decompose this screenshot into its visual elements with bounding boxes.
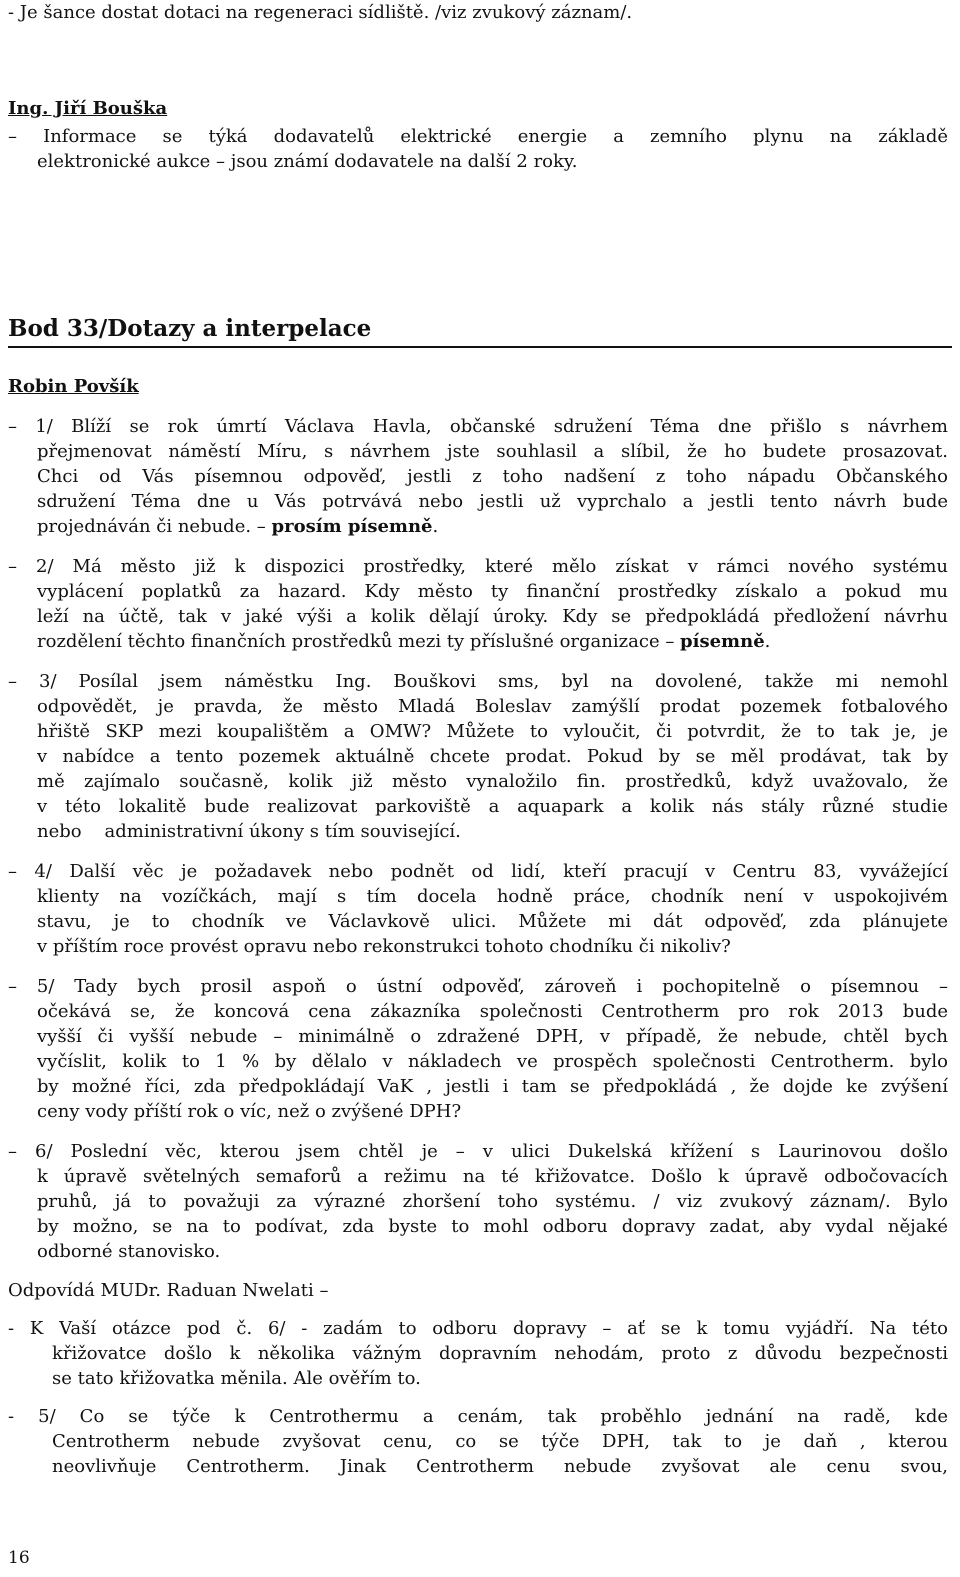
q5-last-line: ceny vody příští rok o víc, než o zvýšené DPH? [37, 1101, 462, 1122]
bouska-text-line: elektronické aukce – jsou známí dodavatele na další 2 roky. [37, 151, 578, 172]
q2-written-request: písemně [680, 631, 765, 652]
q5-line: očekává se, že koncová cena zákazníka společnosti Centrotherm pro rok 2013 bude [37, 1001, 948, 1022]
page-number: 16 [8, 1548, 30, 1568]
q2-line: leží na účtě, tak v jaké výši a kolik dělají úroky. Kdy se předpokládá předložení návrhu [37, 606, 948, 627]
q2-last-text: rozdělení těchto finančních prostředků mezi ty příslušné organizace – [37, 631, 681, 652]
bouska-text-line: – Informace se týká dodavatelů elektrické energie a zemního plynu na základě [8, 126, 948, 147]
q3-last-line: nebo administrativní úkony s tím související. [37, 821, 461, 842]
speaker-name-bouska: Ing. Jiří Bouška [8, 98, 168, 119]
q1-last-end: . [432, 516, 439, 537]
reply-a1-line: křižovatce došlo k několika vážným dopravním nehodám, proto z důvodu bezpečnosti [52, 1343, 948, 1364]
q5-line: by možné říci, zda předpokládají VaK , jestli i tam se předpokládá , že dojde ke zvýšení [37, 1076, 948, 1097]
q3-line: mě zajímalo současně, kolik již město vynaložilo fin. prostředků, když uvažovalo, že [37, 771, 948, 792]
q3-line: v této lokalitě bude realizovat parkoviště a aquapark a kolik nás stály různé studie [37, 796, 948, 817]
q1-line: sdružení Téma dne u Vás potrvává nebo jestli už vyprchalo a jestli tento návrh bude [37, 491, 948, 512]
q4-last-line: v příštím roce provést opravu nebo rekonstrukci tohoto chodníku či nikoliv? [37, 936, 731, 957]
top-item: - Je šance dostat dotaci na regeneraci sídliště. /viz zvukový záznam/. [8, 2, 633, 23]
q5-line: – 5/ Tady bych prosil aspoň o ústní odpověď, zároveň i pochopitelně o písemnou – [8, 976, 948, 997]
reply-a2-line: Centrotherm nebude zvyšovat cenu, co se týče DPH, tak to je daň , kterou [52, 1431, 948, 1452]
q3-line: odpovědět, je pravda, že město Mladá Boleslav zamýšlí prodat pozemek fotbalového [37, 696, 948, 717]
reply-a2-line: neovlivňuje Centrotherm. Jinak Centrotherm nebude zvyšovat ale cenu svou, [52, 1456, 948, 1477]
q1-line: přejmenovat náměstí Míru, s návrhem jste souhlasil a slíbil, že ho budete prosazovat. [37, 441, 948, 462]
q2-last-line [37, 629, 770, 654]
q4-line: stavu, je to chodník ve Václavkově ulici. Můžete mi dát odpověď, zda plánujete [37, 911, 948, 932]
q2-last-end: . [764, 631, 771, 652]
reply-a2-line: - 5/ Co se týče k Centrothermu a cenám, tak proběhlo jednání na radě, kde [8, 1406, 948, 1427]
q4-line: – 4/ Další věc je požadavek nebo podnět od lidí, kteří pracují v Centru 83, vyvážející [8, 861, 948, 882]
q4-line: klienty na vozíčkách, mají s tím docela hodně práce, chodník není v uspokojivém [37, 886, 948, 907]
q3-line: hřiště SKP mezi koupalištěm a OMW? Můžete to vyloučit, či potvrdit, že to tak je, je [37, 721, 948, 742]
reply-heading: Odpovídá MUDr. Raduan Nwelati – [8, 1280, 329, 1301]
speaker-name-povsik: Robin Povšík [8, 376, 139, 397]
q6-line: by možno, se na to podívat, zda byste to mohl odboru dopravy zadat, aby vydal nějaké [37, 1216, 948, 1237]
q6-line: k úpravě světelných semaforů a režimu na té křižovatce. Došlo k úpravě odbočovacích [37, 1166, 948, 1187]
q5-line: vyčíslit, kolik to 1 % by dělalo v nákladech ve prospěch společnosti Centrotherm. bylo [37, 1051, 948, 1072]
q1-line: – 1/ Blíží se rok úmrtí Václava Havla, občanské sdružení Téma dne přišlo s návrhem [8, 416, 948, 437]
q6-line: – 6/ Poslední věc, kterou jsem chtěl je – v ulici Dukelská křížení s Laurinovou došlo [8, 1141, 948, 1162]
q2-line: vyplácení poplatků za hazard. Kdy město ty finanční prostředky získalo a pokud mu [37, 581, 948, 602]
q6-line: pruhů, já to považuji za výrazné zhoršení toho systému. / viz zvukový záznam/. Bylo [37, 1191, 948, 1212]
q2-line: – 2/ Má město již k dispozici prostředky, které mělo získat v rámci nového systému [8, 556, 948, 577]
q1-last-text: projednáván či nebude. – [37, 516, 272, 537]
q5-line: vyšší či vyšší nebude – minimálně o zdražené DPH, v případě, že nebude, chtěl bych [37, 1026, 948, 1047]
reply-a1-last-line: se tato křižovatka měnila. Ale ověřím to. [52, 1368, 421, 1389]
q6-last-line: odborné stanovisko. [37, 1241, 221, 1262]
section-heading: Bod 33/Dotazy a interpelace [8, 314, 952, 348]
reply-a1-line: - K Vaší otázce pod č. 6/ - zadám to odboru dopravy – ať se k tomu vyjádří. Na této [8, 1318, 948, 1339]
q1-written-request: prosím písemně [271, 516, 433, 537]
q1-line: Chci od Vás písemnou odpověď, jestli z toho nadšení z toho nápadu Občanského [37, 466, 948, 487]
q1-last-line [37, 514, 438, 539]
q3-line: – 3/ Posílal jsem náměstku Ing. Bouškovi sms, byl na dovolené, takže mi nemohl [8, 671, 948, 692]
q3-line: v nabídce a tento pozemek aktuálně chcete prodat. Pokud by se měl prodávat, tak by [37, 746, 948, 767]
